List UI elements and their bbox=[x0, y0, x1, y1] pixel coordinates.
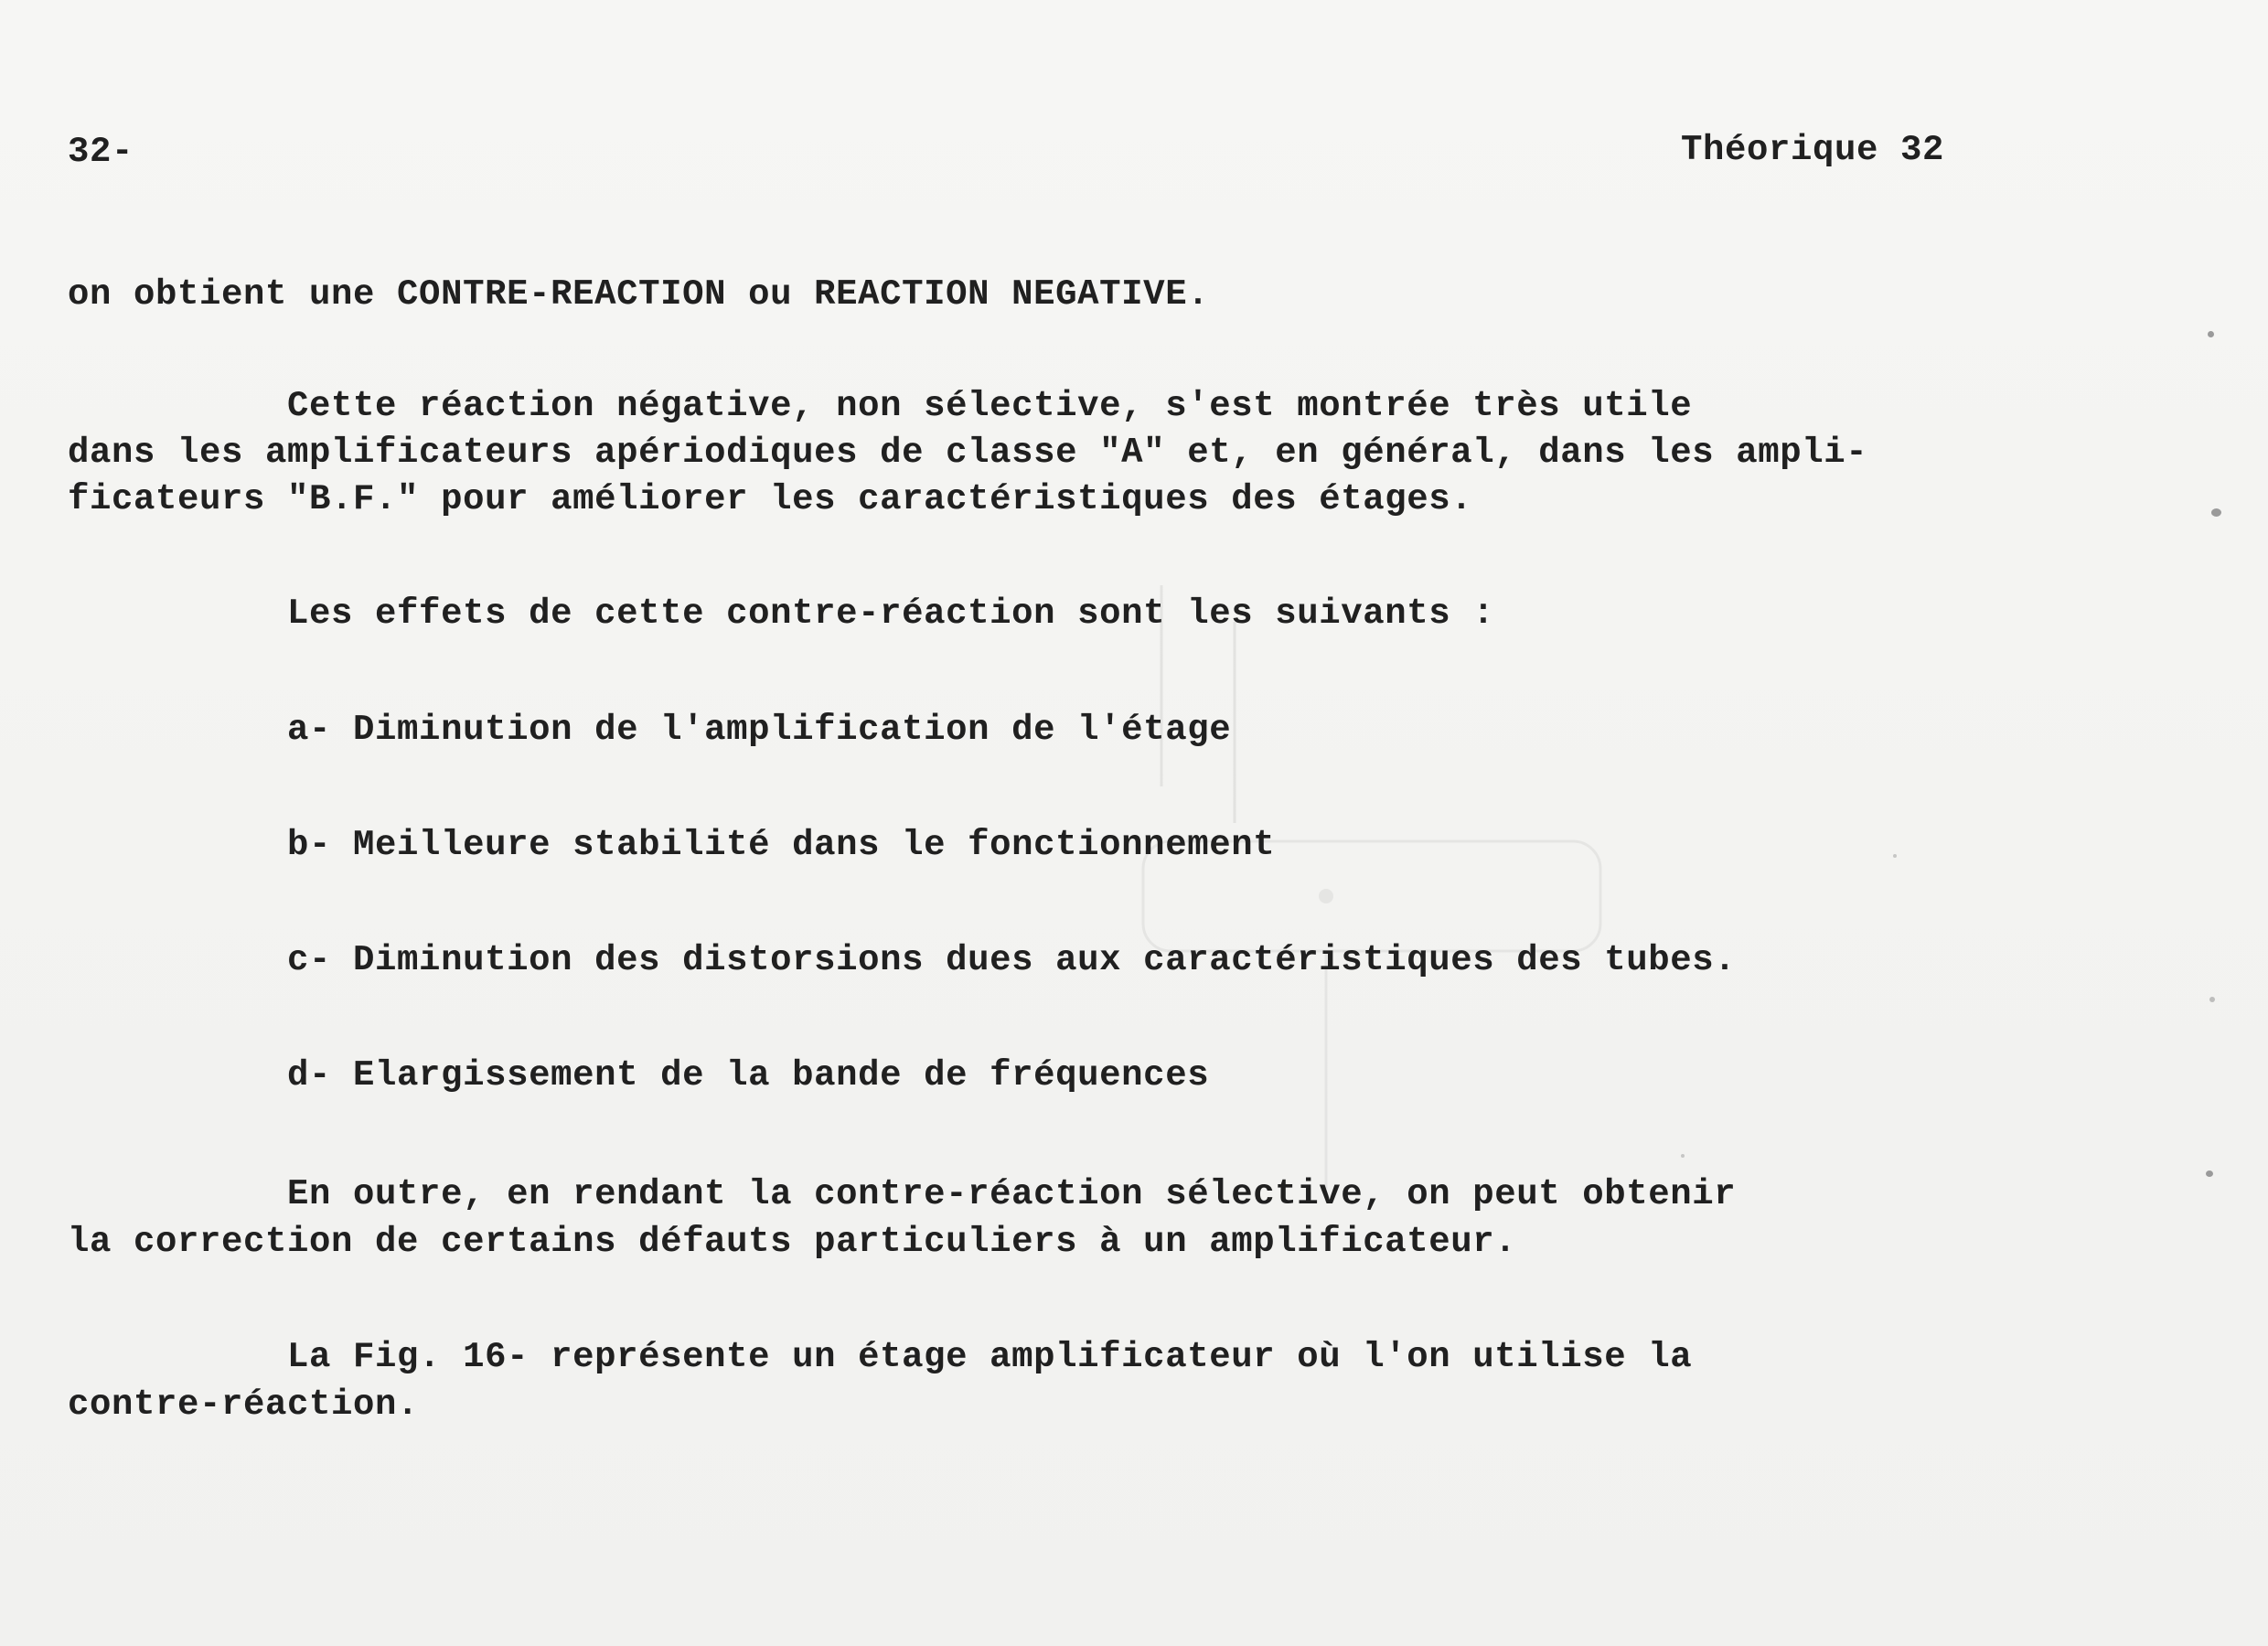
paragraph-4-line-2: contre-réaction. bbox=[68, 1384, 420, 1425]
dust-speck bbox=[2209, 997, 2215, 1002]
list-item-b: b- Meilleure stabilité dans le fonctionnement bbox=[68, 825, 1276, 865]
page-number-left: 32- bbox=[68, 132, 134, 172]
dust-speck bbox=[2208, 331, 2214, 337]
dust-speck bbox=[2211, 508, 2221, 517]
paragraph-4-line-1: La Fig. 16- représente un étage amplificateur où l'on utilise la bbox=[68, 1337, 1693, 1377]
paragraph-1-line-3: ficateurs "B.F." pour améliorer les caractéristiques des étages. bbox=[68, 479, 1473, 519]
text-line-1: on obtient une CONTRE-REACTION ou REACTION NEGATIVE. bbox=[68, 274, 1210, 315]
dust-speck bbox=[1681, 1154, 1685, 1158]
paragraph-3-line-1: En outre, en rendant la contre-réaction sélective, on peut obtenir bbox=[68, 1174, 1737, 1214]
paragraph-2: Les effets de cette contre-réaction sont les suivants : bbox=[68, 593, 1495, 634]
page-number-right: Théorique 32 bbox=[1681, 130, 1945, 170]
dust-speck bbox=[2206, 1170, 2213, 1177]
list-item-c: c- Diminution des distorsions dues aux caractéristiques des tubes. bbox=[68, 940, 1737, 980]
list-item-d: d- Elargissement de la bande de fréquences bbox=[68, 1055, 1210, 1096]
paragraph-3-line-2: la correction de certains défauts particuliers à un amplificateur. bbox=[68, 1222, 1517, 1262]
dust-speck bbox=[1893, 854, 1897, 858]
paragraph-1-line-1: Cette réaction négative, non sélective, s'est montrée très utile bbox=[68, 386, 1693, 426]
list-item-a: a- Diminution de l'amplification de l'étage bbox=[68, 710, 1232, 750]
paragraph-1-line-2: dans les amplificateurs apériodiques de classe "A" et, en général, dans les ampli- bbox=[68, 433, 1868, 473]
